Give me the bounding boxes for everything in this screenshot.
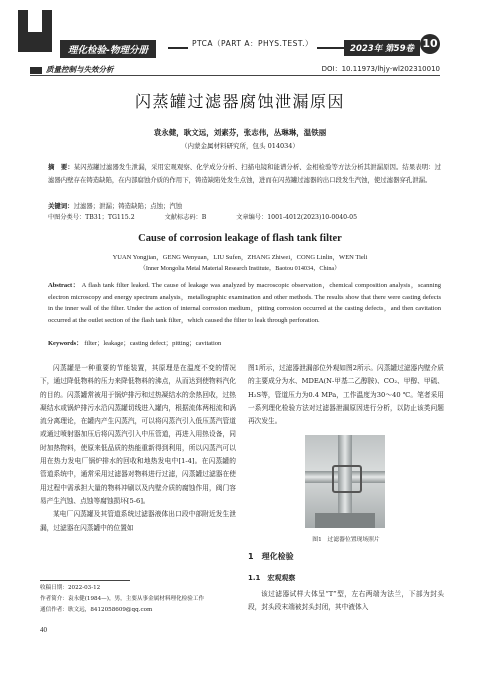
footnote-author: 作者简介：袁永健(1984—)，男，主要从事金属材料理化检验工作 [40, 596, 205, 602]
cn-affiliation: （内蒙金属材料研究所，包头 014034） [181, 142, 299, 150]
footnote-rule [40, 580, 130, 581]
column-tag: 质量控制与失效分析 [30, 64, 114, 75]
cn-keywords-label: 关键词： [48, 202, 74, 210]
en-abstract-text: A flash tank filter leaked. The cause of leakage was analyzed by macroscopic observation，chemical composition analysis，scanning electron microscopy and energy spectrum analysis，metallographic examination and other methods. The results show that there were casting defects in the inner wall of the filter. Under the action of internal corrosion medium，pitting corrosion occurred at the casting defects，and then cavitation occurred at the outlet section of the flash tank filter，which caused the filter to leak through perforation. [48, 282, 441, 324]
en-keywords [48, 338, 441, 349]
subsection-heading: 1.1 宏观观察 [248, 574, 296, 582]
figure-caption: 图1 过滤器位置现场照片 [312, 537, 380, 543]
journal-series: PTCA（PART A：PHYS.TEST.） [188, 38, 317, 49]
cn-keywords [48, 200, 441, 212]
body-right-paragraph: 图1所示，过滤器泄漏部位外观如图2所示。闪蒸罐过滤器内壁介质的主要成分为水、MDEA(N-甲基二乙醇胺)、CO₂、甲醇、甲硫、H₂S等，管道压力为0.4 MPa，工作温度为30～40 ℃。笔者采用一系列理化检验方法对过滤器泄漏原因进行分析，以防止该类问题再次发生。 [248, 364, 444, 426]
divider [30, 75, 440, 76]
cn-keywords-text: 过滤器；泄漏；铸造缺陷；点蚀；汽蚀 [73, 202, 183, 210]
en-title: Cause of corrosion leakage of flash tank filter [138, 233, 342, 244]
journal-logo [18, 10, 52, 52]
doi: DOI：10.11973/lhjy-wl202310010 [321, 65, 440, 73]
cn-authors: 袁永健，耿文远，刘素芬，张志伟，丛琳琳，温铁丽 [153, 128, 327, 137]
figure-1-photo [305, 435, 385, 528]
page-number: 40 [40, 626, 47, 634]
journal-volume: 2023年 第59卷 [344, 40, 420, 56]
journal-issue: 10 [420, 34, 440, 54]
journal-name: 理化检验-物理分册 [60, 40, 156, 58]
cn-classification [48, 212, 441, 224]
footnote-email: 通信作者：耿文远，8412058609@qq.com [40, 607, 153, 613]
en-keywords-text: filter；leakage；casting defect；pitting；cavitation [84, 340, 222, 347]
doc-code: 文献标志码：B [164, 214, 207, 221]
journal-header [0, 0, 480, 58]
en-keywords-label: Keywords： [48, 340, 83, 347]
en-abstract-label: Abstract： [48, 282, 80, 289]
cn-title: 闪蒸罐过滤器腐蚀泄漏原因 [134, 92, 345, 111]
body-paragraph: 某电厂闪蒸罐及其管道系统过滤器液体出口段中部附近发生泄漏，过滤器在闪蒸罐中的位置如 [40, 510, 236, 532]
en-affiliation: （Inner Mongolia Metal Material Research Institute，Baotou 014034，China） [139, 265, 341, 272]
body-paragraph: 闪蒸罐是一种重要的节能装置，其原理是在温度不变的情况下，通过降低物料的压力来降低物料的沸点，从而达到使物料汽化的目的。闪蒸罐常被用于锅炉排污和过热凝结水的余热回收，过热凝结水或锅炉排污水沿闪蒸罐切线进入罐内，根据流体两相流和涡流分离理论，在罐内产生闪蒸汽，可以将闪蒸汽引入低压蒸汽管道或通过喷射器加压后将闪蒸汽引入中压管道，再进入用热设备，同时加热物料，使原来低品质的热能重新得到利用，所以闪蒸汽可以用在热力发电厂锅炉排水的回收和地热发电中[1-4]。在闪蒸罐的管道系统中，通常采用过滤器对物料进行过滤，闪蒸罐过滤器在使用过程中需承担大量的物料冲刷以及内壁介质的腐蚀作用，阀门容易产生汽蚀、点蚀等腐蚀损坏[5-6]。 [40, 364, 236, 505]
cn-abstract-label: 摘 要： [48, 163, 74, 171]
en-authors: YUAN Yongjian，GENG Wenyuan，LIU Sufen，ZHANG Zhiwei，CONG Linlin，WEN Tieli [112, 254, 368, 261]
footnote-received: 收稿日期：2022-03-12 [40, 585, 101, 591]
cn-abstract-text: 某闪蒸罐过滤器发生泄漏，采用宏观观察、化学成分分析、扫描电镜和能谱分析、金相检验等方法分析其泄漏原因。结果表明：过滤器内壁存在铸造缺陷，在内部腐蚀介质的作用下，铸造缺陷处发生点蚀，进而在闪蒸罐过滤器的出口段发生汽蚀，使过滤器穿孔泄漏。 [48, 163, 442, 184]
body-left-column [40, 362, 236, 535]
section-heading: 1 理化检验 [248, 552, 294, 561]
article-number: 文章编号：1001-4012(2023)10-0040-05 [236, 214, 358, 221]
clc-number: 中图分类号：TB31；TG115.2 [48, 214, 135, 221]
equipment-base [315, 513, 375, 528]
cn-abstract [48, 161, 441, 187]
filter-flange [332, 465, 362, 493]
section-paragraph: 该过滤器试样大体呈“T”型，左右两端为法兰，下部为封头段，封头段末端被封头封闭，其中液体入 [248, 590, 444, 612]
en-abstract [48, 280, 441, 326]
